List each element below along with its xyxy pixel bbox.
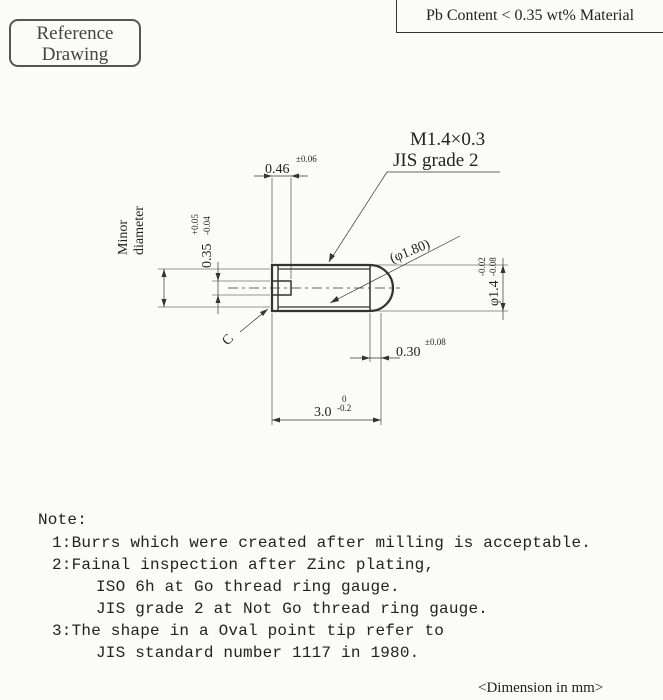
note-line: JIS standard number 1117 in 1980. [96, 644, 420, 662]
point-length-tol: ±0.08 [425, 337, 446, 347]
slot-width-value: 0.46 [265, 162, 290, 177]
note-line: JIS grade 2 at Not Go thread ring gauge. [96, 600, 489, 618]
major-diameter-tol-lower: -0.08 [488, 257, 498, 276]
slot-width-tol: ±0.06 [296, 154, 317, 164]
total-length-value: 3.0 [314, 405, 332, 420]
screw-body-outline [272, 265, 393, 311]
drawing-label: Drawing [41, 44, 109, 65]
tip-radius-value: (φ1.80) [387, 237, 433, 267]
slot-depth-value: 0.35 [200, 243, 215, 268]
thread-grade-label: JIS grade 2 [393, 150, 479, 171]
notes-block [38, 509, 638, 664]
major-diameter-tol-upper: -0.02 [477, 257, 487, 276]
material-note: Pb Content < 0.35 wt% Material [396, 0, 663, 33]
units-note: <Dimension in mm> [478, 680, 604, 696]
notes-title: Note: [38, 511, 88, 529]
point-length-value: 0.30 [396, 345, 421, 360]
note-line: 1:Burrs which were created after milling is acceptable. [52, 534, 592, 552]
total-length-tol-upper: 0 [342, 394, 347, 404]
note-line: 3:The shape in a Oval point tip refer to [52, 622, 445, 640]
note-line: 2:Fainal inspection after Zinc plating, [52, 556, 435, 574]
slot-depth-tol-lower: -0.04 [202, 216, 212, 235]
total-length-tol-lower: -0.2 [337, 403, 352, 413]
note-line: ISO 6h at Go thread ring gauge. [96, 578, 400, 596]
chamfer-label: C [219, 331, 238, 349]
minor-diameter-label-1: Minor [116, 220, 131, 255]
minor-diameter-label-2: diameter [132, 206, 147, 255]
reference-label: Reference [36, 23, 114, 44]
thread-spec-label: M1.4×0.3 [410, 129, 486, 150]
major-diameter-value: φ1.4 [487, 280, 502, 306]
slot-depth-tol-upper: +0.05 [190, 214, 200, 235]
